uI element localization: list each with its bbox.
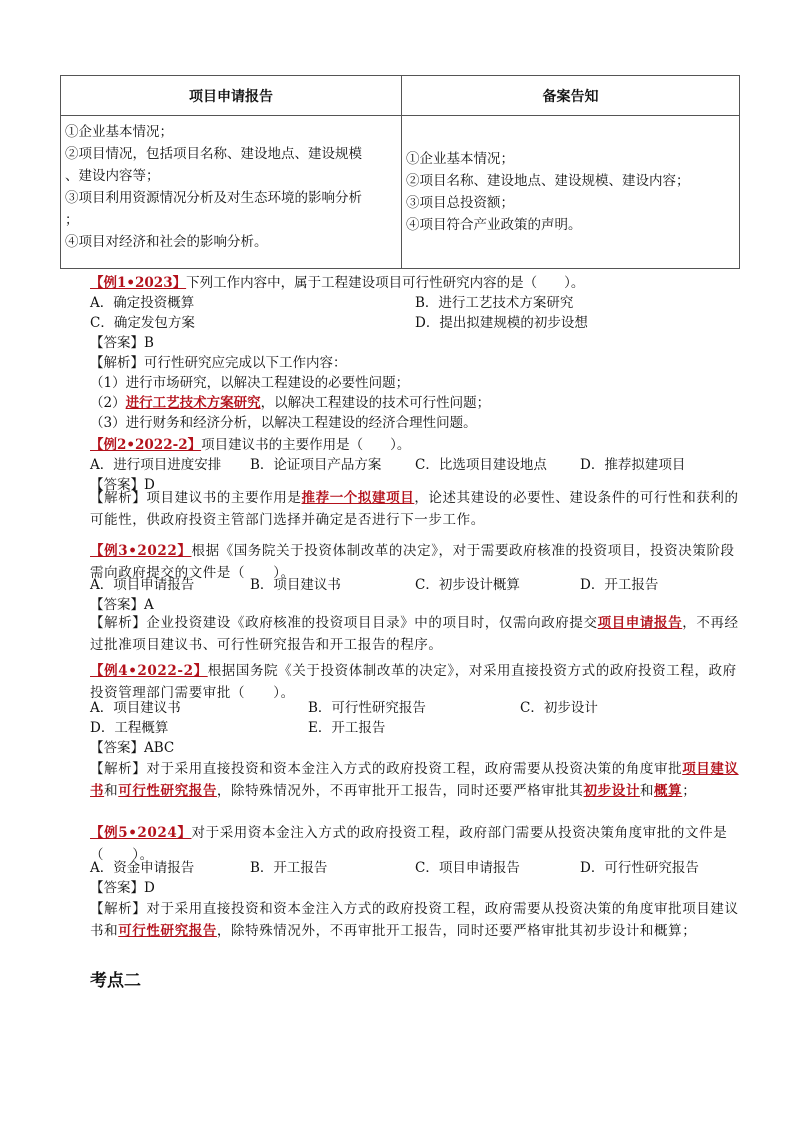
highlight-text: 可行性研究报告 — [118, 783, 217, 799]
option-a: A．项目申请报告 — [90, 577, 195, 593]
option-b: B．论证项目产品方案 — [250, 457, 382, 473]
analysis-prefix: 【解析】企业投资建设《政府核准的投资项目目录》中的项目时，仅需向政府提交 — [90, 615, 598, 631]
table-line: ； — [65, 212, 79, 228]
question-3 — [90, 575, 740, 615]
option-c: C．确定发包方案 — [90, 315, 195, 331]
analysis-prefix: 【解析】对于采用直接投资和资本金注入方式的政府投资工程，政府需要从投资决策的角度审批 — [90, 761, 683, 777]
answer: 【答案】D — [90, 477, 155, 493]
question-4 — [90, 698, 740, 758]
table-line: 、建设内容等； — [65, 168, 160, 184]
question-tag: 【例4•2022-2】 — [90, 663, 208, 679]
option-c: C．项目申请报告 — [415, 860, 520, 876]
analysis-prefix: 【解析】项目建议书的主要作用是 — [90, 490, 302, 506]
table-line: ④项目符合产业政策的声明。 — [406, 217, 582, 233]
question-stem: 对于采用资本金注入方式的政府投资工程，政府部门需要从投资决策角度审批的文件是（ ）。 — [90, 825, 728, 863]
question-tag: 【例5•2024】 — [90, 825, 192, 841]
question-stem: 根据《国务院关于投资体制改革的决定》，对于需要政府核准的投资项目，投资决策阶段需向政府提交的文件是（ ）。 — [90, 543, 735, 581]
table-line: ②项目名称、建设地点、建设规模、建设内容； — [406, 173, 690, 189]
option-d: D．工程概算 — [90, 720, 169, 736]
analysis-prefix: 【解析】对于采用直接投资和资本金注入方式的政府投资工程，政府需要从投资决策的角度审批项目建议书和 — [90, 901, 739, 939]
option-c: C．初步设计 — [520, 700, 598, 716]
analysis-point-suffix: ，以解决工程建设的技术可行性问题； — [260, 395, 491, 411]
analysis-suffix: ，不再经过批准项目建议书、可行性研究报告和开工报告的程序。 — [90, 615, 739, 653]
table-line: ①企业基本情况； — [406, 151, 514, 167]
analysis-connector: 和 — [104, 783, 119, 799]
question-5-analysis — [90, 898, 740, 942]
question-2-analysis — [90, 487, 740, 531]
analysis-suffix: ，论述其建设的必要性、建设条件的可行性和获利的可能性，供政府投资主管部门选择并确定是否进行下一步工作。 — [90, 490, 739, 528]
question-tag: 【例3•2022】 — [90, 543, 192, 559]
analysis-point: （1）进行市场研究，以解决工程建设的必要性问题； — [90, 375, 410, 391]
highlight-text: 概算 — [654, 783, 683, 799]
question-4-analysis — [90, 758, 740, 802]
highlight-text: 项目申请报告 — [597, 615, 683, 631]
table-cell-filing-notice — [402, 116, 740, 269]
option-a: A．项目建议书 — [90, 700, 181, 716]
section-title: 考点二 — [90, 971, 141, 991]
analysis-connector: 和 — [639, 783, 655, 799]
option-d: D．推荐拟建项目 — [580, 457, 686, 473]
option-d: D．开工报告 — [580, 577, 659, 593]
table-header-application-report: 项目申请报告 — [61, 76, 402, 116]
option-d: D．提出拟建规模的初步设想 — [415, 315, 588, 331]
question-tag: 【例2•2022-2】 — [90, 437, 202, 453]
option-d: D．可行性研究报告 — [580, 860, 699, 876]
option-a: A．进行项目进度安排 — [90, 457, 222, 473]
table-line: ②项目情况，包括项目名称、建设地点、建设规模 — [65, 146, 362, 162]
question-stem: 项目建议书的主要作用是（ ）。 — [201, 437, 411, 453]
analysis-suffix: ； — [682, 783, 697, 799]
question-5 — [90, 858, 740, 898]
option-b: B．进行工艺技术方案研究 — [415, 295, 574, 311]
question-3-analysis — [90, 612, 740, 656]
answer: 【答案】D — [90, 880, 155, 896]
table-line: ①企业基本情况； — [65, 124, 173, 140]
table-line: ④项目对经济和社会的影响分析。 — [65, 234, 268, 250]
question-stem: 根据国务院《关于投资体制改革的决定》，对采用直接投资方式的政府投资工程，政府投资管理部门需要审批（ ）。 — [90, 663, 737, 701]
analysis-connector: ，除特殊情况外，不再审批开工报告，同时还要严格审批其 — [216, 783, 584, 799]
option-b: B．项目建议书 — [250, 577, 341, 593]
answer: 【答案】A — [90, 597, 154, 613]
analysis-point: （3）进行财务和经济分析，以解决工程建设的经济合理性问题。 — [90, 415, 477, 431]
table-line: ③项目总投资额； — [406, 195, 514, 211]
analysis-point-prefix: （2） — [90, 395, 126, 411]
highlight-text: 初步设计 — [583, 783, 640, 799]
option-e: E．开工报告 — [308, 720, 386, 736]
comparison-table — [60, 75, 740, 269]
question-stem: 下列工作内容中，属于工程建设项目可行性研究内容的是（ ）。 — [186, 275, 585, 291]
highlight-text: 可行性研究报告 — [118, 923, 217, 939]
answer: 【答案】B — [90, 335, 154, 351]
table-line: ③项目利用资源情况分析及对生态环境的影响分析 — [65, 190, 362, 206]
option-a: A．确定投资概算 — [90, 295, 195, 311]
highlight-text: 进行工艺技术方案研究 — [125, 395, 261, 411]
question-tag: 【例1•2023】 — [90, 275, 187, 291]
table-header-filing-notice: 备案告知 — [402, 76, 740, 116]
option-a: A．资金申请报告 — [90, 860, 195, 876]
question-1 — [90, 273, 740, 433]
analysis: 【解析】可行性研究应完成以下工作内容： — [90, 355, 347, 371]
highlight-text: 项目建议书 — [90, 761, 739, 799]
option-c: C．比选项目建设地点 — [415, 457, 547, 473]
option-b: B．开工报告 — [250, 860, 328, 876]
highlight-text: 推荐一个拟建项目 — [301, 490, 415, 506]
option-c: C．初步设计概算 — [415, 577, 520, 593]
question-2 — [90, 435, 740, 495]
analysis-suffix: ，除特殊情况外，不再审批开工报告，同时还要严格审批其初步设计和概算； — [216, 923, 697, 939]
option-b: B．可行性研究报告 — [308, 700, 426, 716]
answer: 【答案】ABC — [90, 740, 175, 756]
table-cell-application-report — [61, 116, 402, 269]
